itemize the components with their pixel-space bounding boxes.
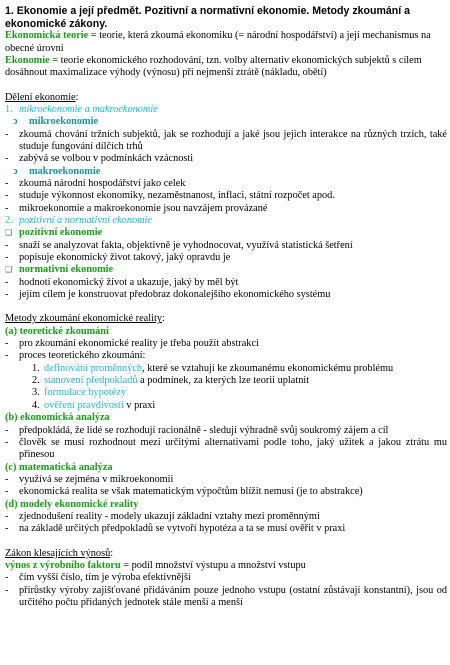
definition-text: = teorie, která zkoumá ekonomiku (= národní hospodářství) a její mechanismus na obecné úrovni [5,30,431,54]
numbered-item: 1. mikroekonomie a makroekonomie [5,103,158,115]
list-item: - zabývá se volbou v podmínkách vzácnosti [5,153,194,165]
definition-yield: výnos z výrobního faktoru = podíl množství výstupu a množství vstupu [5,559,306,571]
section-title-law: Zákon klesajících výnosů: [5,547,114,559]
list-item: - hodnotí ekonomický život a ukazuje, jaký by měl být [5,276,239,288]
definition-economic-theory [5,30,447,55]
list-item: - snaží se analyzovat fakta, objektivně je vyhodnocovat, využívá statistická šetření [5,239,353,251]
numbered-item: 2. pozitivní a normativní ekonomie [5,215,152,226]
definition-text: = teorie ekonomického rozhodování, tzn. volby alternativ ekonomických subjektů s cílem dosáhnout maximalizace výhody (výnosu) při nejmenší ztrátě (nákladu, obětí) [5,54,422,79]
section-title-methods: Metody zkoumání ekonomické reality: [5,313,165,325]
list-item: - přírůstky výroby zajišťované přidáváním pouze jednoho vstupu (ostatní zůstávají konstantní), jsou od určitého počtu přidaných jednotek stále menší a menší [5,584,447,608]
list-item: - využívá se zejména v mikroekonomii [5,473,174,485]
subheading-positive: ❑ pozitivní ekonomie [5,227,103,239]
subheading-micro: ↄ mikroekonomie [13,116,99,128]
method-label-a: (a) teoretické zkoumání [5,325,109,337]
document-page [5,5,447,609]
method-label-b: (b) ekonomická analýza [5,412,110,424]
list-item: - zkoumá národní hospodářství jako celek [5,177,186,189]
list-item: - na základě určitých předpokladů se vytvoří hypotéza a ta se musí ověřit v praxi [5,523,346,535]
list-item: - mikroekonomie a makroekonomie jsou navzájem provázané [5,202,268,214]
square-bullet-icon: ❑ [5,228,13,238]
list-item: - studuje výkonnost ekonomiky, nezaměstnanost, inflaci, státní rozpočet apod. [5,190,335,202]
list-item: - popisuje ekonomický život takový, jaký opravdu je [5,252,231,264]
term-economic-theory: Ekonomická teorie [5,30,89,42]
list-item: - pro zkoumání ekonomické reality je třeba použít abstrakci [5,338,259,350]
list-item: - čím vyšší číslo, tím je výroba efektivnější [5,572,191,584]
step-item: 2. stanovení předpokladů a podmínek, za kterých lze teorii uplatnit [32,375,310,387]
list-item: - předpokládá, že lidé se rozhodují racionálně - sledují výhradně svůj soukromý zájem a cíl [5,424,389,436]
list-item: - proces teoretického zkoumání: [5,350,146,362]
method-label-d: (d) modely ekonomické reality [5,498,139,510]
list-item: - ekonomická realita se však matematickým výpočtům blížit nemusí (je to abstrakce) [5,486,363,498]
subheading-normative: ❑ normativní ekonomie [5,264,114,276]
list-item: - zkoumá chování tržních subjektů, jak se rozhodují a jaké jsou jejich interakce na různých trzích, také studuje fungování dílčích trhů [5,128,447,152]
step-item: 1. definování proměnných, které se vztahují ke zkoumanému ekonomickému problému [32,362,394,374]
step-item: 4. ověření pravdivosti v praxi [32,399,156,411]
subheading-macro: ↄ makroekonomie [13,165,101,177]
definition-economics [5,55,447,80]
list-item: - jejím cílem je konstruovat předobraz dokonalejšího ekonomického systému [5,289,331,301]
list-item: - zjednodušení reality - modely ukazují základní vztahy mezi proměnnými [5,510,320,522]
step-item: 3. formulace hypotézy [32,387,127,399]
method-label-c: (c) matematická analýza [5,461,113,473]
page-title: 1. Ekonomie a její předmět. Pozitivní a normativní ekonomie. Metody zkoumání a ekonomické zákony. [5,5,411,30]
square-bullet-icon: ❑ [5,265,13,275]
term-economics: Ekonomie [5,54,50,66]
list-item: - člověk se musí rozhodnout mezi určitými alternativami podle toho, jaký užitek a jakou ztrátu mu přinesou [5,436,447,461]
section-title-division: Dělení ekonomie: [5,91,79,103]
